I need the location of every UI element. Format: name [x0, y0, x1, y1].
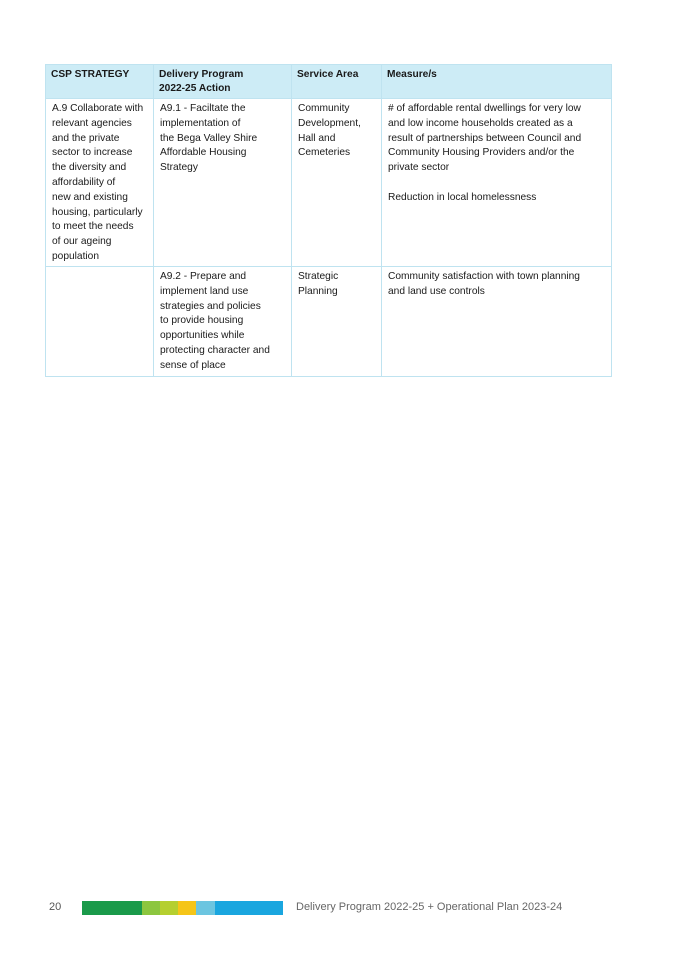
color-segment: [160, 901, 178, 915]
footer-title: Delivery Program 2022-25 + Operational Plan 2023-24: [296, 901, 563, 913]
table-row: [46, 267, 612, 377]
cell-action: A9.2 - Prepare and implement land use strategies and policies to provide housing opportunities while protecting character and sense of place: [154, 267, 292, 377]
color-segment: [215, 901, 283, 915]
color-segment: [196, 901, 215, 915]
strategy-table: [45, 64, 612, 377]
cell-service-area: Community Development, Hall and Cemeteries: [292, 99, 382, 267]
table-row: [46, 99, 612, 267]
header-measures: Measure/s: [382, 65, 612, 99]
page-number: 20: [49, 901, 62, 913]
header-service-area: Service Area: [292, 65, 382, 99]
header-csp-strategy: CSP STRATEGY: [46, 65, 154, 99]
cell-action: A9.1 - Faciltate the implementation of the Bega Valley Shire Affordable Housing Strategy: [154, 99, 292, 267]
color-segment: [82, 901, 142, 915]
cell-strategy: [46, 267, 154, 377]
cell-measures: # of affordable rental dwellings for very low and low income households created as a result of partnerships between Council and Community Housing Providers and/or the private sector Reduction in local homelessness: [382, 99, 612, 267]
footer-color-bar: [82, 901, 283, 915]
color-segment: [142, 901, 160, 915]
header-delivery-program: Delivery Program 2022-25 Action: [154, 65, 292, 99]
cell-service-area: Strategic Planning: [292, 267, 382, 377]
cell-strategy: A.9 Collaborate with relevant agencies and the private sector to increase the diversity and affordability of new and existing housing, particularly to meet the needs of our ageing population: [46, 99, 154, 267]
color-segment: [178, 901, 196, 915]
cell-measures: Community satisfaction with town planning and land use controls: [382, 267, 612, 377]
table-header-row: [46, 65, 612, 99]
